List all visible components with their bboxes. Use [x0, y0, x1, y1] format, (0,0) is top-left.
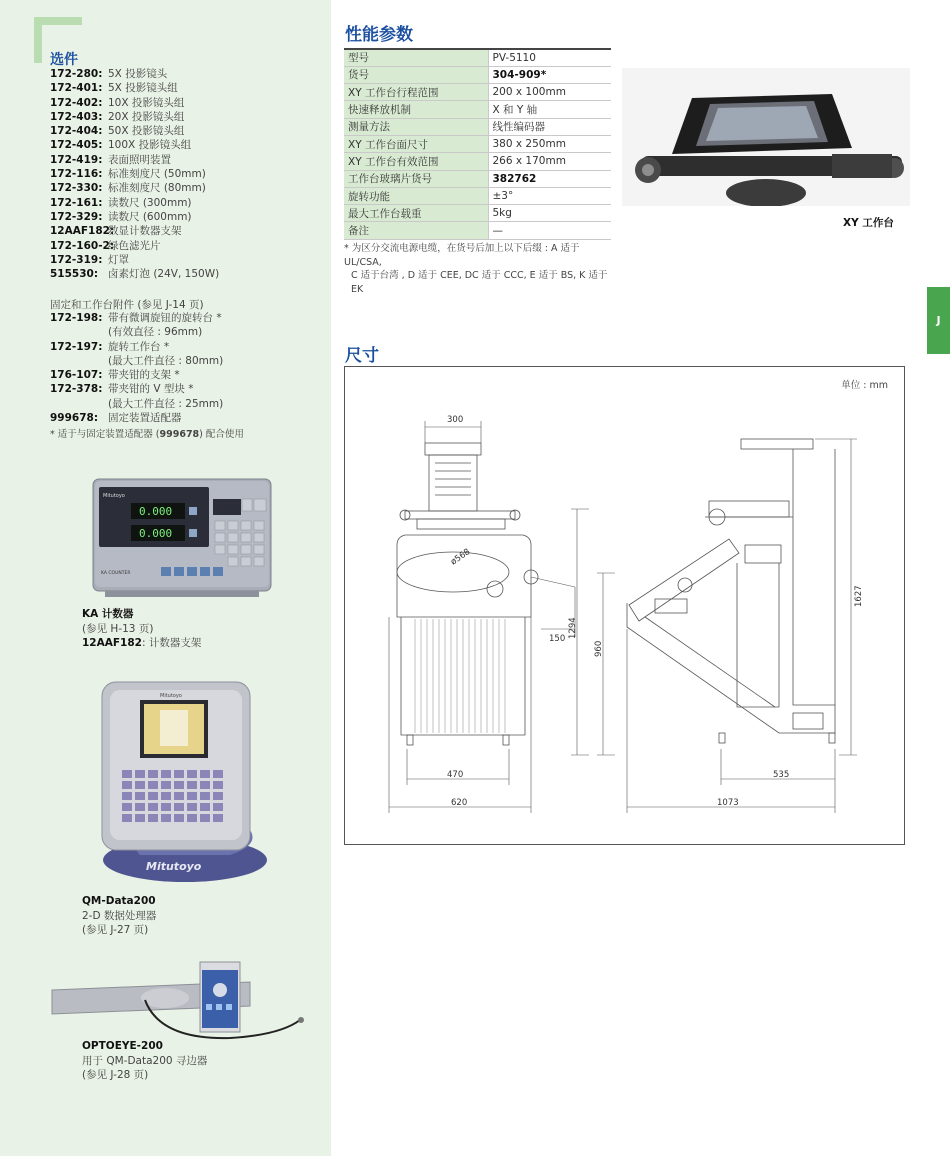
part-description: 卤素灯泡 (24V, 150W) — [108, 268, 220, 281]
part-description: 5X 投影镜头 — [108, 68, 168, 80]
part-code: 172-197: — [50, 340, 103, 353]
ka-brand: Mitutoyo — [103, 493, 125, 499]
part-code: 172-329: — [50, 210, 103, 223]
spec-value: X 和 Y 轴 — [488, 101, 611, 118]
spec-key: 快速释放机制 — [344, 101, 488, 118]
spec-key: XY 工作台有效范围 — [344, 153, 488, 170]
spec-value: PV-5110 — [488, 49, 611, 66]
list-item — [50, 340, 320, 354]
fixtures-list — [50, 311, 320, 425]
table-row — [344, 49, 611, 66]
dim-470: 470 — [447, 770, 464, 780]
dim-535: 535 — [773, 770, 790, 780]
spec-key: XY 工作台面尺寸 — [344, 135, 488, 152]
part-code: 999678: — [50, 412, 99, 425]
qm-caption: QM-Data200 2-D 数据处理器 (参见 J-27 页) — [82, 895, 157, 936]
dim-1073: 1073 — [717, 798, 739, 808]
spec-key: 测量方法 — [344, 118, 488, 135]
unit-label: 单位 : mm — [841, 380, 888, 391]
list-item — [50, 181, 320, 195]
part-code: 172-319: — [50, 253, 103, 266]
spec-key: 货号 — [344, 66, 488, 83]
table-row — [344, 84, 611, 101]
list-item — [50, 224, 320, 238]
qm-data200-image — [100, 680, 270, 885]
part-description: 标准刻度尺 (80mm) — [108, 182, 206, 195]
list-item — [50, 67, 320, 81]
dimensions-drawing — [344, 366, 905, 845]
dimensions-heading: 尺寸 — [345, 346, 379, 366]
spec-table — [344, 48, 611, 240]
list-item — [50, 397, 320, 411]
list-item — [50, 354, 320, 368]
table-row — [344, 118, 611, 135]
table-row — [344, 135, 611, 152]
table-row — [344, 222, 611, 239]
part-description: 绿色滤光片 — [108, 239, 161, 252]
part-description: 5X 投影镜头组 — [108, 82, 178, 95]
part-code: 172-419: — [50, 153, 103, 166]
list-item — [50, 138, 320, 152]
part-code — [50, 354, 108, 368]
part-description: 50X 投影镜头组 — [108, 125, 185, 138]
part-code: 12AAF182: — [50, 225, 115, 238]
ka-readout-y: 0.000 — [139, 527, 173, 540]
qm-base-brand: Mitutoyo — [146, 860, 202, 873]
spec-key: 型号 — [344, 49, 488, 66]
part-code: 172-403: — [50, 110, 103, 123]
table-row — [344, 101, 611, 118]
options-sidebar — [0, 0, 331, 1156]
part-code: 172-198: — [50, 312, 103, 324]
part-description: 10X 投影镜头组 — [108, 96, 185, 109]
part-code: 172-404: — [50, 125, 103, 138]
options-title: 选件 — [50, 52, 78, 68]
dim-300: 300 — [447, 415, 464, 425]
table-row — [344, 153, 611, 170]
optoeye-image — [50, 960, 310, 1040]
list-item — [50, 167, 320, 181]
spec-value: 382762 — [488, 170, 611, 187]
list-item — [50, 368, 320, 382]
table-row — [344, 205, 611, 222]
optoeye-caption: OPTOEYE-200 用于 QM-Data200 寻边器 (参见 J-28 页) — [82, 1040, 208, 1081]
options-list — [50, 67, 320, 281]
dim-1294: 1294 — [568, 617, 578, 639]
fixtures-note: * 适于与固定装置适配器 (999678) 配合使用 — [50, 429, 244, 440]
part-code — [50, 397, 108, 411]
part-description: 标准刻度尺 (50mm) — [108, 168, 206, 181]
list-item — [50, 267, 320, 281]
spec-note: * 为区分交流电源电缆，在货号后加上以下后缀 : A 适于 UL/CSA, C 适于台湾 , D 适于 CEE, DC 适于 CCC, E 适于 BS, K 适于 EK — [344, 243, 608, 295]
list-item — [50, 124, 320, 138]
part-description: (最大工件直径 : 25mm) — [108, 397, 224, 410]
spec-value: 380 x 250mm — [488, 135, 611, 152]
part-code: 172-160-2: — [50, 239, 115, 252]
dim-960: 960 — [594, 640, 604, 657]
list-item — [50, 382, 320, 396]
part-code: 172-330: — [50, 182, 103, 195]
dim-620: 620 — [451, 798, 468, 808]
part-code: 172-116: — [50, 168, 103, 181]
spec-key: 旋转功能 — [344, 187, 488, 204]
spec-heading: 性能参数 — [345, 25, 413, 45]
xy-stage-photo — [622, 68, 910, 206]
ka-caption: KA 计数器 (参见 H-13 页) 12AAF182: 计数器支架 — [82, 608, 202, 649]
list-item — [50, 110, 320, 124]
qm-top-brand: Mitutoyo — [160, 693, 182, 699]
part-code: 172-401: — [50, 82, 103, 95]
list-item — [50, 210, 320, 224]
part-description: (有效直径 : 96mm) — [108, 326, 203, 339]
spec-key: XY 工作台行程范围 — [344, 84, 488, 101]
section-tab-j[interactable]: J — [927, 287, 950, 354]
list-item — [50, 81, 320, 95]
table-row — [344, 66, 611, 83]
part-description: 带有微调旋钮的旋转台 * — [108, 312, 222, 324]
part-description: 100X 投影镜头组 — [108, 139, 192, 152]
spec-value: ±3° — [488, 187, 611, 204]
part-description: 读数尺 (300mm) — [108, 196, 192, 209]
part-description: 灯罩 — [108, 253, 129, 266]
ka-readout-x: 0.000 — [139, 505, 173, 518]
part-description: 20X 投影镜头组 — [108, 110, 185, 123]
part-code: 172-405: — [50, 139, 103, 152]
part-description: 数显计数器支架 — [108, 225, 182, 238]
dim-568: ø568 — [448, 546, 473, 568]
fixtures-title: 固定和工作台附件 (参见 J-14 页) — [50, 299, 204, 311]
spec-value: 304-909* — [488, 66, 611, 83]
list-item — [50, 153, 320, 167]
part-description: 带夹钳的支架 * — [108, 369, 180, 382]
part-code — [50, 325, 108, 339]
list-item — [50, 325, 320, 339]
part-description: 固定装置适配器 — [108, 412, 182, 425]
ka-label: KA COUNTER — [101, 571, 131, 576]
list-item — [50, 411, 320, 425]
part-description: (最大工件直径 : 80mm) — [108, 354, 224, 367]
part-code: 515530: — [50, 268, 99, 281]
table-row — [344, 170, 611, 187]
spec-value: 200 x 100mm — [488, 84, 611, 101]
dim-1627: 1627 — [854, 585, 864, 607]
list-item — [50, 311, 320, 325]
part-description: 带夹钳的 V 型块 * — [108, 383, 194, 396]
part-description: 旋转工作台 * — [108, 340, 170, 353]
spec-value: 266 x 170mm — [488, 153, 611, 170]
list-item — [50, 239, 320, 253]
spec-value: 5kg — [488, 205, 611, 222]
ka-counter-image — [91, 477, 273, 599]
list-item — [50, 253, 320, 267]
part-code: 172-280: — [50, 68, 103, 80]
spec-value: 线性编码器 — [488, 118, 611, 135]
spec-key: 工作台玻璃片货号 — [344, 170, 488, 187]
list-item — [50, 196, 320, 210]
list-item — [50, 96, 320, 110]
part-description: 表面照明装置 — [108, 153, 171, 166]
part-code: 172-378: — [50, 383, 103, 396]
part-code: 172-161: — [50, 196, 103, 209]
part-code: 172-402: — [50, 96, 103, 109]
spec-value: — — [488, 222, 611, 239]
spec-key: 备注 — [344, 222, 488, 239]
part-description: 读数尺 (600mm) — [108, 210, 192, 223]
spec-key: 最大工作台载重 — [344, 205, 488, 222]
table-row — [344, 187, 611, 204]
dimension-drawing-svg — [345, 367, 904, 844]
part-code: 176-107: — [50, 369, 103, 382]
dim-150: 150 — [549, 634, 566, 644]
xy-stage-caption: XY 工作台 — [843, 217, 894, 229]
